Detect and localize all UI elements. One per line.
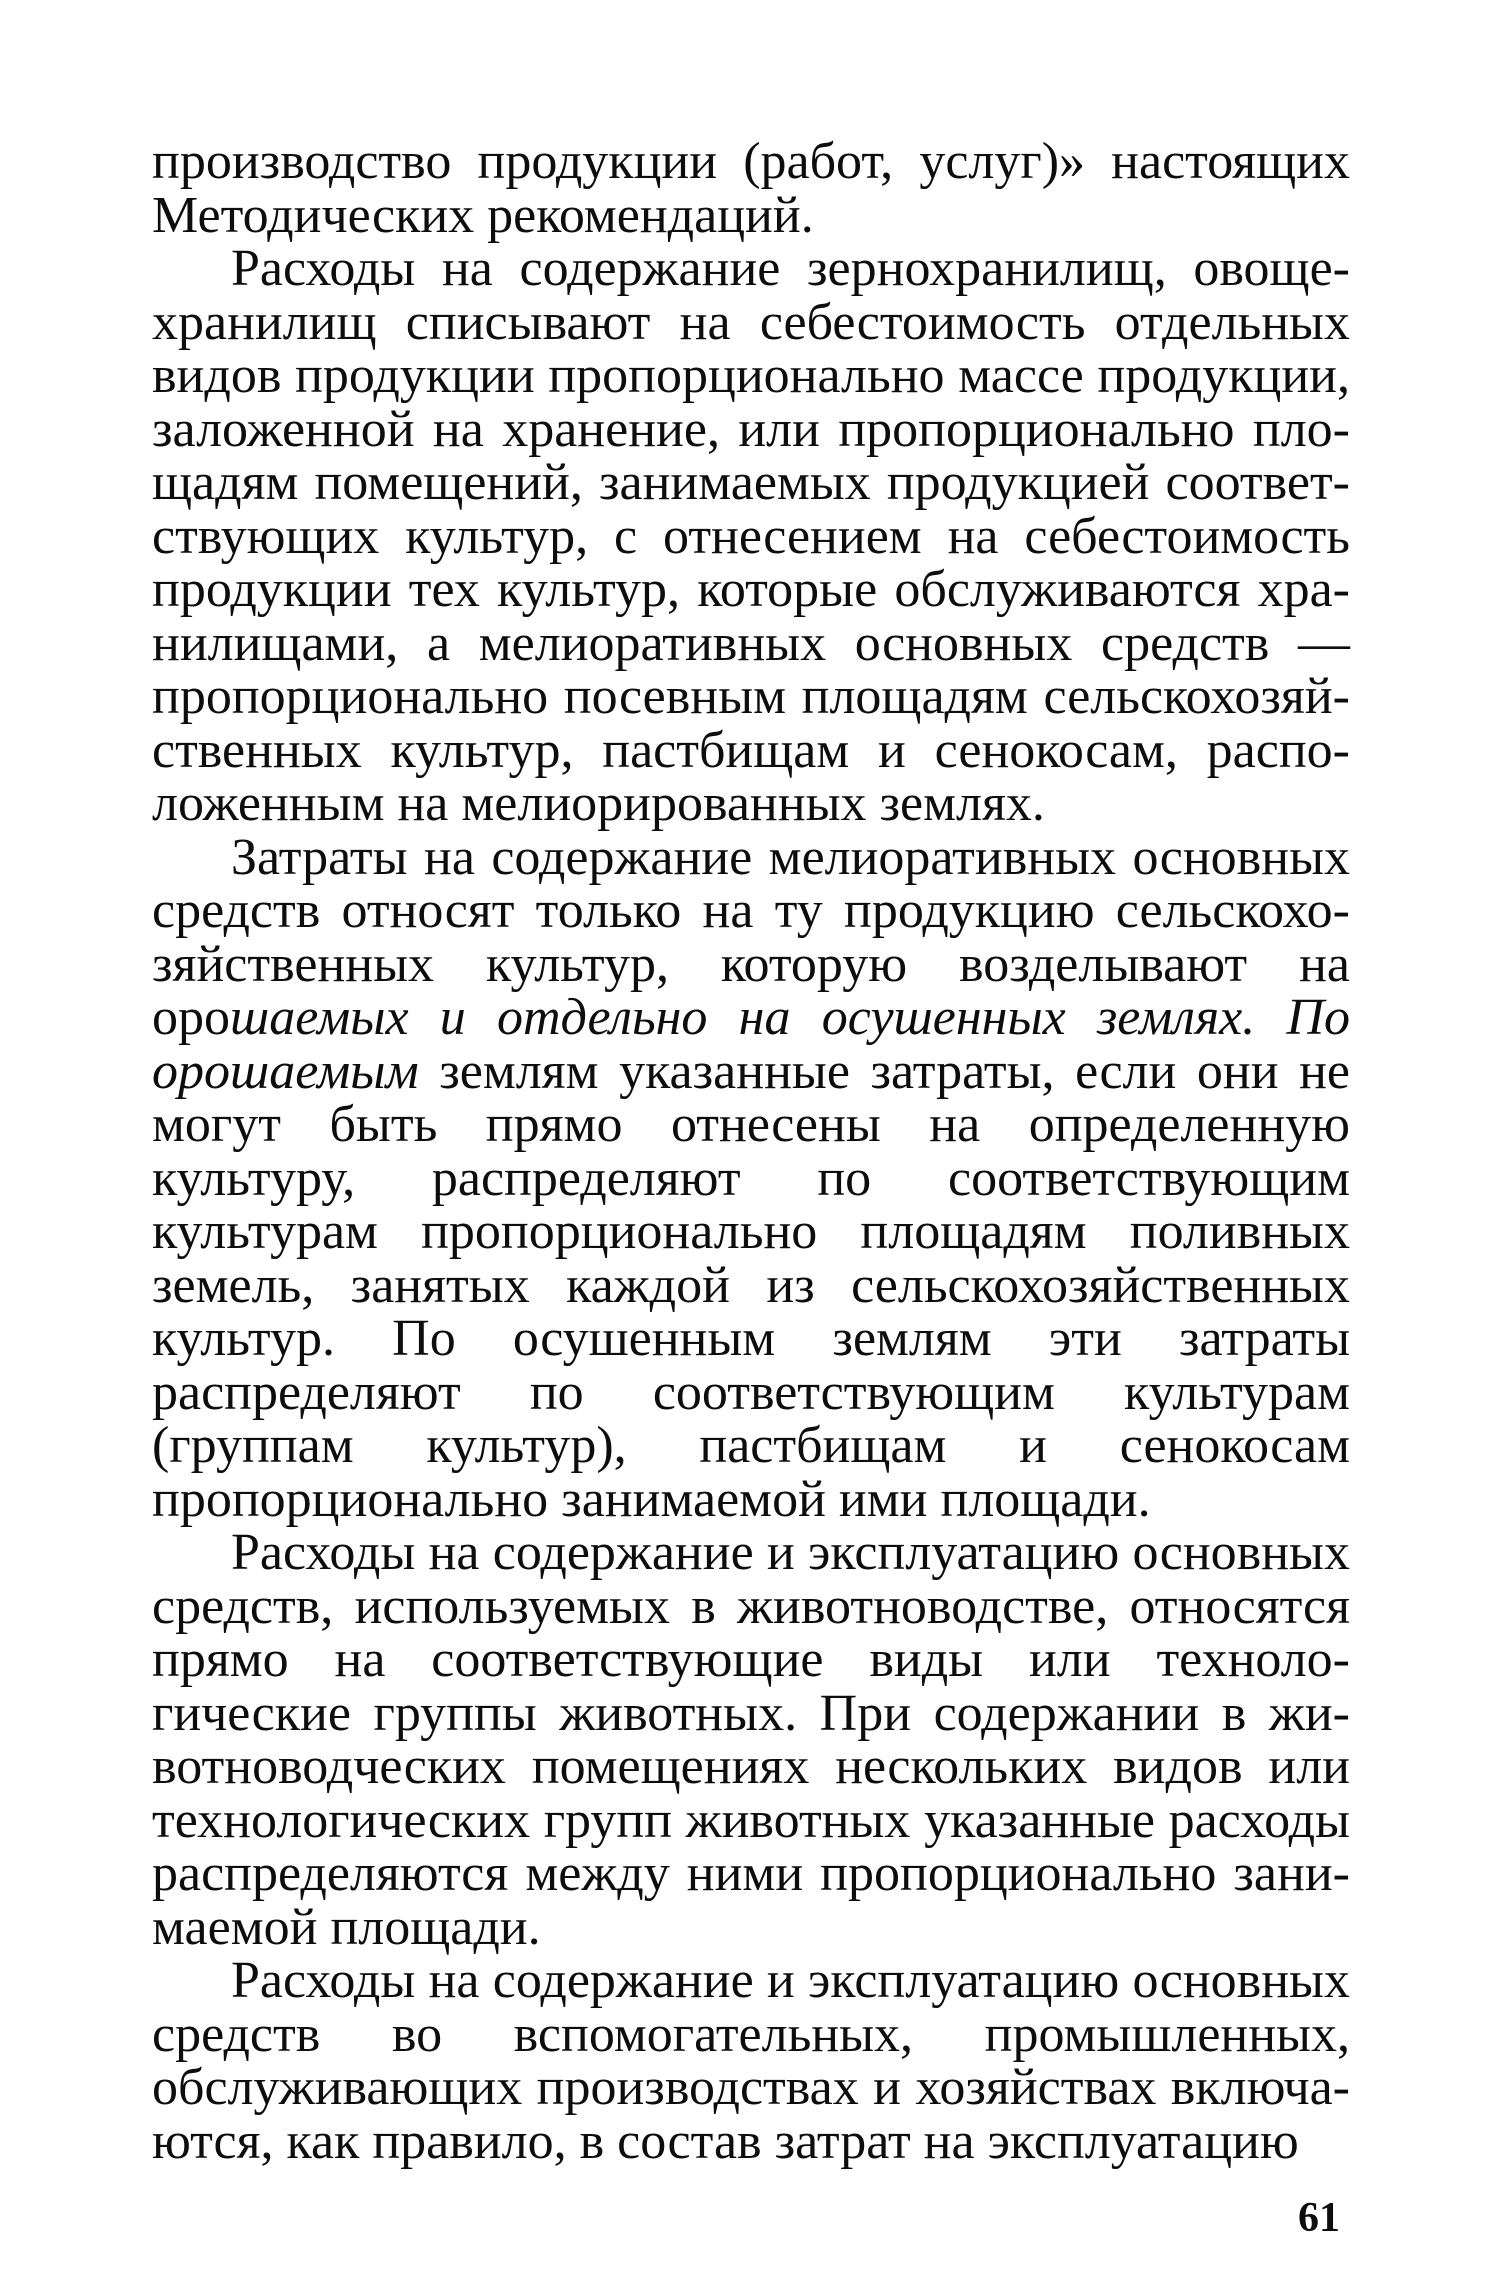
paragraph-continuation: производство продукции (работ, услуг)» настоящих Методических рекомендаций. bbox=[152, 133, 1350, 244]
paragraph-melioration-costs-italic: шаемых и отдельно на осушенных землях. По орошаемым bbox=[152, 989, 1350, 1100]
paragraph-melioration-costs bbox=[152, 828, 1350, 1528]
paragraph-storage-costs: Расходы на содержание зернохранилищ, овощехранилищ списывают на себестоимость отдельных видов продукции пропорционально массе продукции, заложенной на хранение, или пропорционально площадям помещений, занимаемых продукцией соответствующих культур, с отнесением на себестоимость продукции тех культур, которые обслуживаются хранилищами, а мелиоративных основных средств — пропорционально посевным площадям сельскохозяйственных культур, пастбищам и сенокосам, расположенным на мелиорированных землях. bbox=[152, 240, 1350, 832]
page-body bbox=[152, 135, 1350, 2168]
paragraph-melioration-costs-part1: Затраты на содержание мелиоративных основных средств относят только на ту продукцию сельскохозяйственных культур, которую возделывают на оро bbox=[152, 828, 1350, 1046]
paragraph-auxiliary-costs: Расходы на содержание и эксплуатацию основных средств во вспомогательных, промышленных, обслуживающих производствах и хозяйствах включаются, как правило, в состав затрат на эксплуатацию bbox=[152, 1952, 1350, 2170]
paragraph-livestock-costs: Расходы на содержание и эксплуатацию основных средств, используемых в животноводстве, относятся прямо на соответствующие виды или технологические группы животных. При содержании в животноводческих помещениях нескольких видов или технологических групп животных указанные расходы распределяются между ними пропорционально занимаемой площади. bbox=[152, 1524, 1350, 1956]
paragraph-melioration-costs-part2: землям указанные затраты, если они не могут быть прямо отнесены на определенную культуру, распределяют по соответствующим культурам пропорционально площадям поливных земель, занятых каждой из сельскохозяйственных культур. По осушенным землям эти затраты распределяют по соответствующим культурам (группам культур), пастбищам и сенокосам пропорционально занимаемой ими площади. bbox=[152, 1042, 1350, 1528]
page-number: 61 bbox=[1298, 2195, 1340, 2241]
